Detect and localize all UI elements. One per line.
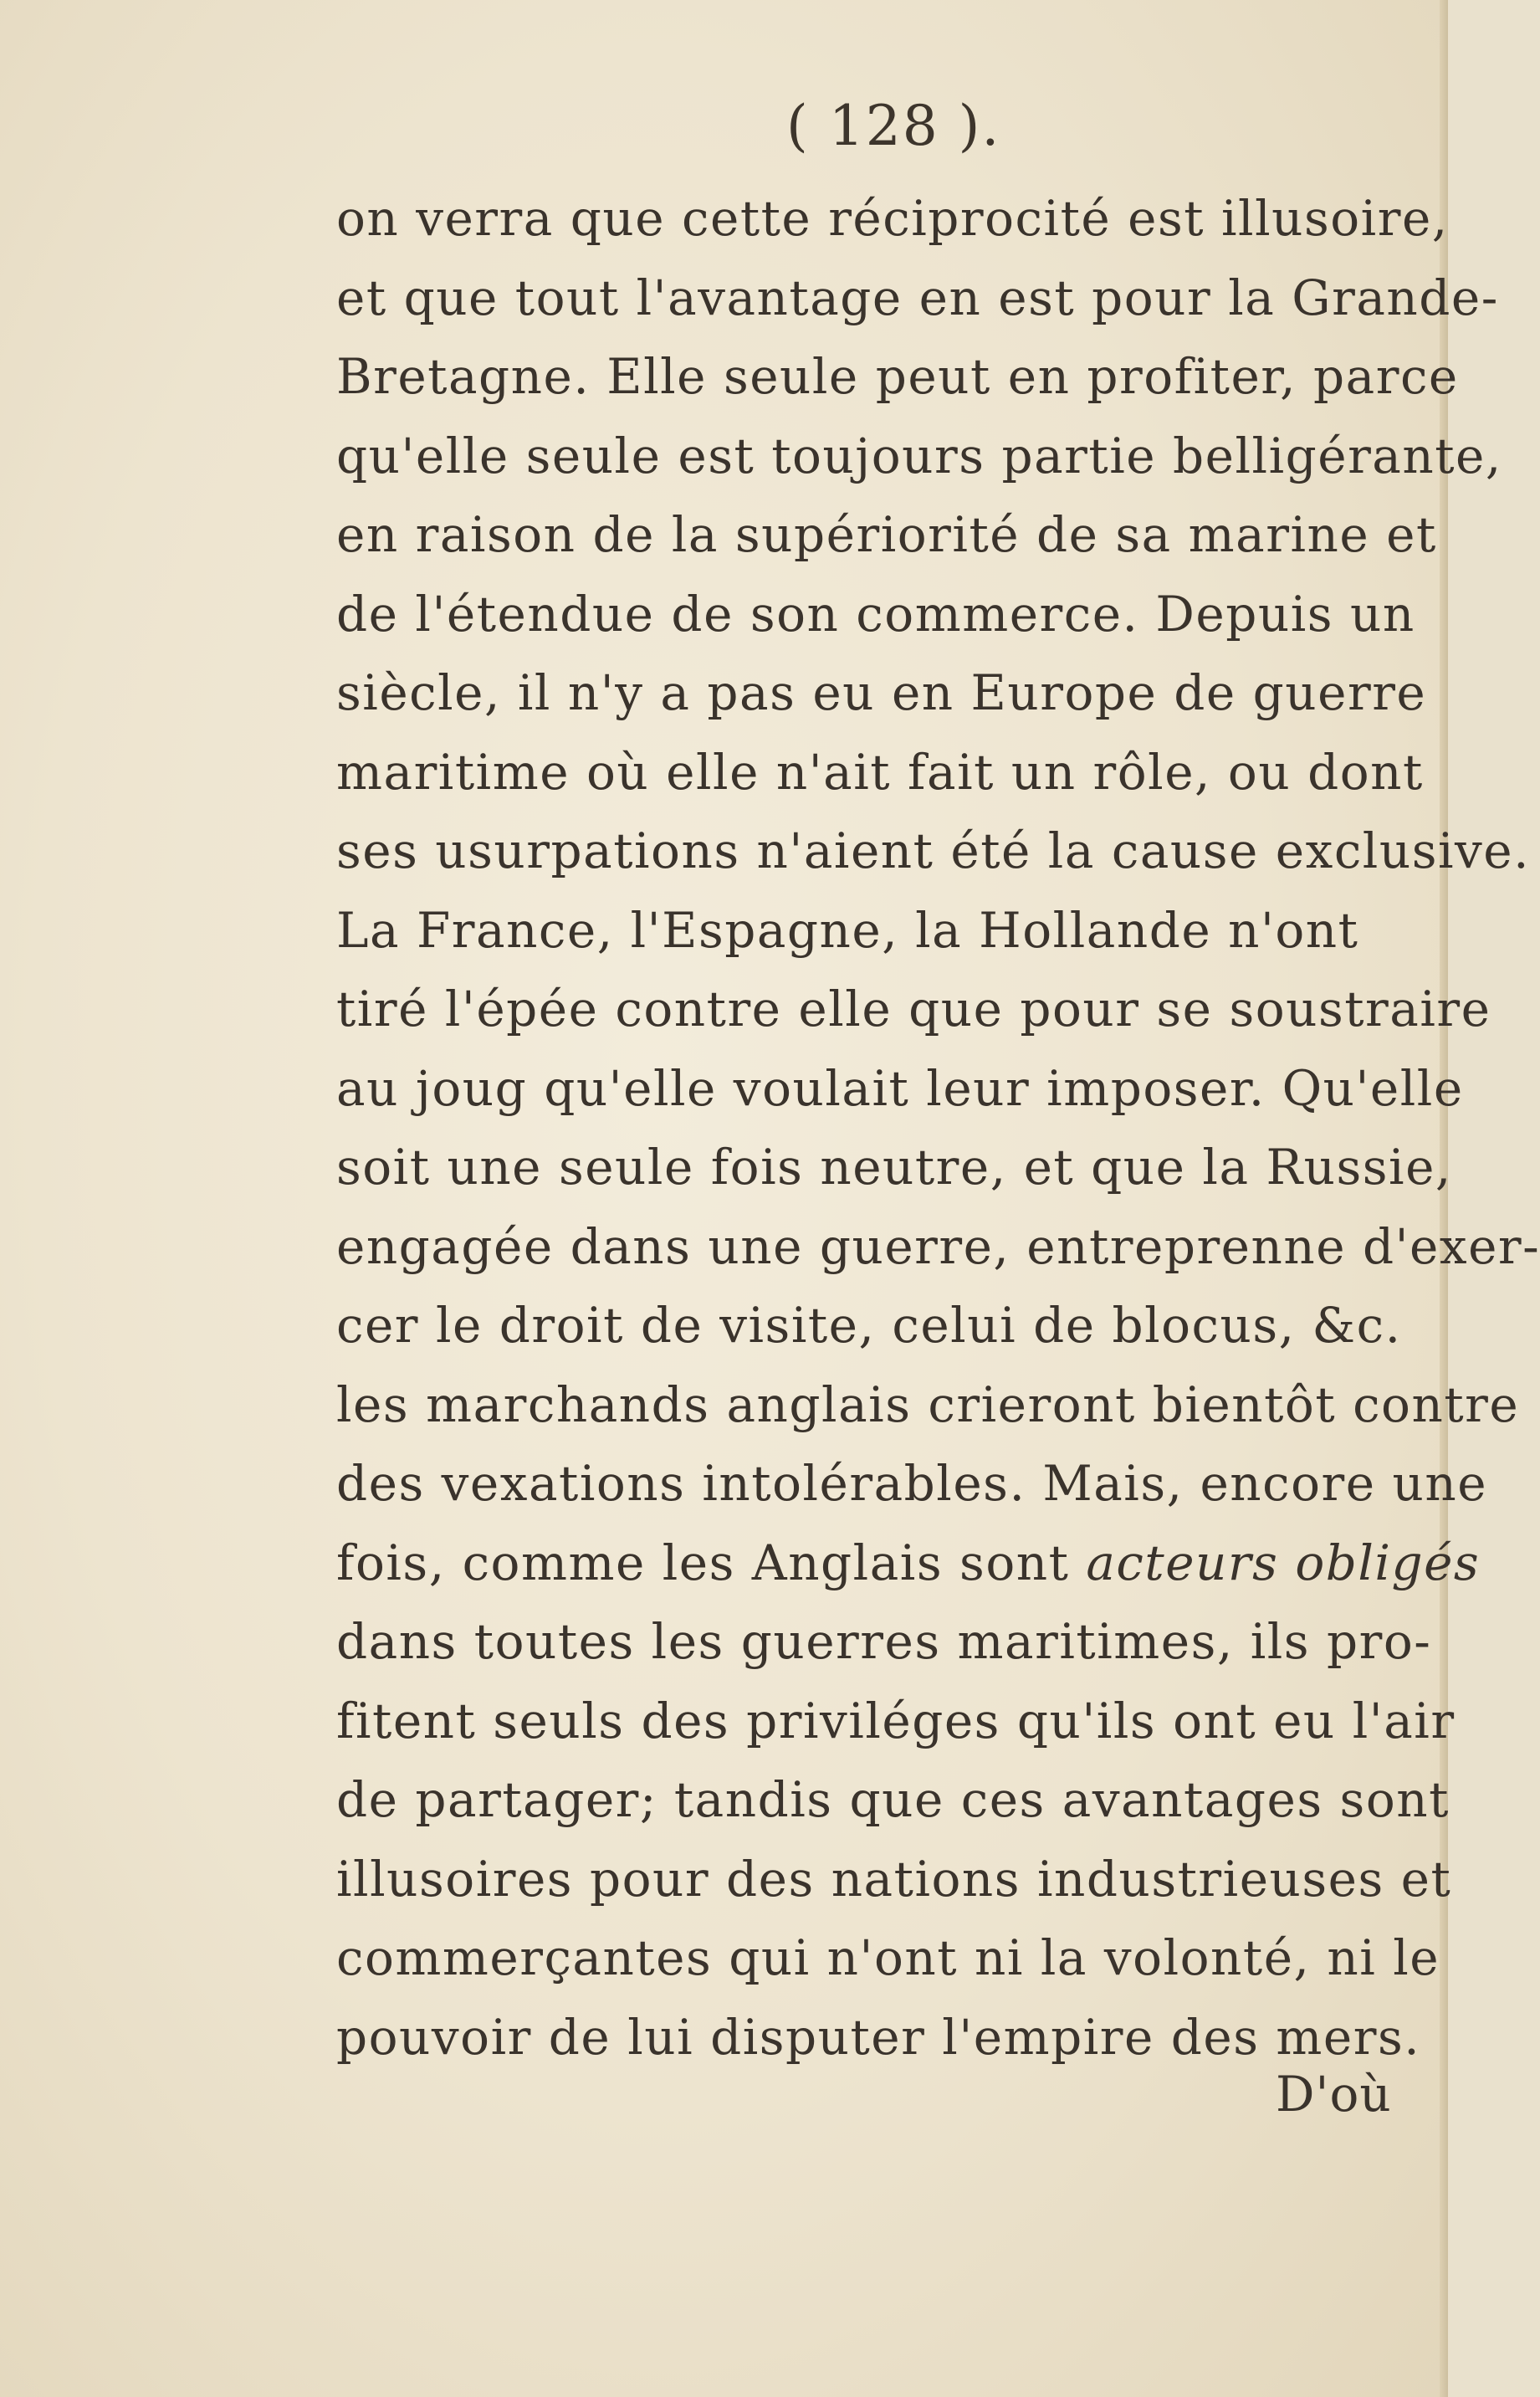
line-text: maritime où elle n'ait fait un rôle, ou dont	[336, 743, 1424, 801]
text-line	[336, 1602, 1432, 1682]
text-line	[336, 1918, 1440, 1998]
text-line	[336, 1998, 1424, 2077]
line-text: pouvoir de lui disputer l'empire des mers.	[336, 2008, 1421, 2066]
line-text: ses usurpations n'aient été la cause exclusive.	[336, 822, 1531, 879]
text-line	[336, 417, 1502, 496]
text-line	[336, 1760, 1450, 1840]
line-text: dans toutes les guerres maritimes, ils pro-	[336, 1613, 1432, 1670]
catchword: D'où	[1276, 2066, 1392, 2123]
line-text: Bretagne. Elle seule peut en profiter, parce	[336, 348, 1459, 405]
text-line	[336, 653, 1427, 733]
line-text: de l'étendue de son commerce. Depuis un	[336, 585, 1415, 643]
text-line	[336, 337, 1459, 417]
italic-text: acteurs obligés	[1086, 1534, 1481, 1591]
line-text: on verra que cette réciprocité est illusoire,	[336, 190, 1449, 247]
text-line	[336, 1524, 1481, 1603]
line-text: siècle, il n'y a pas eu en Europe de guerre	[336, 664, 1427, 721]
line-text: fitent seuls des priviléges qu'ils ont eu l'air	[336, 1692, 1456, 1749]
text-line	[336, 179, 1449, 259]
line-text: fois, comme les Anglais sont	[336, 1534, 1087, 1591]
text-line	[336, 1207, 1540, 1287]
text-line	[336, 1286, 1424, 1365]
text-line	[336, 970, 1491, 1049]
line-text: en raison de la supériorité de sa marine et	[336, 506, 1437, 563]
line-text: et que tout l'avantage en est pour la Grande-	[336, 269, 1499, 326]
line-text: illusoires pour des nations industrieuses et	[336, 1850, 1452, 1908]
line-text: La France, l'Espagne, la Hollande n'ont	[336, 901, 1359, 959]
line-text: engagée dans une guerre, entreprenne d'exer-	[336, 1217, 1540, 1275]
text-line	[336, 1840, 1452, 1919]
text-line	[336, 1128, 1452, 1207]
line-text: commerçantes qui n'ont ni la volonté, ni le	[336, 1929, 1440, 1986]
text-line	[336, 891, 1424, 971]
line-text: des vexations intolérables. Mais, encore une	[336, 1455, 1488, 1512]
text-line	[336, 259, 1499, 338]
text-line	[336, 1682, 1456, 1761]
line-text: au joug qu'elle voulait leur imposer. Qu'elle	[336, 1059, 1464, 1117]
text-line	[336, 733, 1424, 812]
text-line	[336, 1049, 1464, 1129]
line-text: qu'elle seule est toujours partie belligérante,	[336, 427, 1502, 484]
text-line	[336, 1444, 1488, 1524]
text-line	[336, 495, 1437, 575]
line-text: de partager; tandis que ces avantages sont	[336, 1771, 1450, 1828]
text-line	[336, 1365, 1520, 1445]
body-text	[336, 179, 1540, 2077]
line-text: tiré l'épée contre elle que pour se soustraire	[336, 981, 1491, 1037]
line-text: les marchands anglais crieront bientôt contre	[336, 1375, 1520, 1433]
page-number: ( 128 ).	[786, 94, 1001, 158]
text-line	[336, 812, 1531, 891]
line-text: soit une seule fois neutre, et que la Russie,	[336, 1139, 1452, 1196]
text-line	[336, 575, 1424, 654]
line-text: cer le droit de visite, celui de blocus, &c.	[336, 1297, 1402, 1354]
